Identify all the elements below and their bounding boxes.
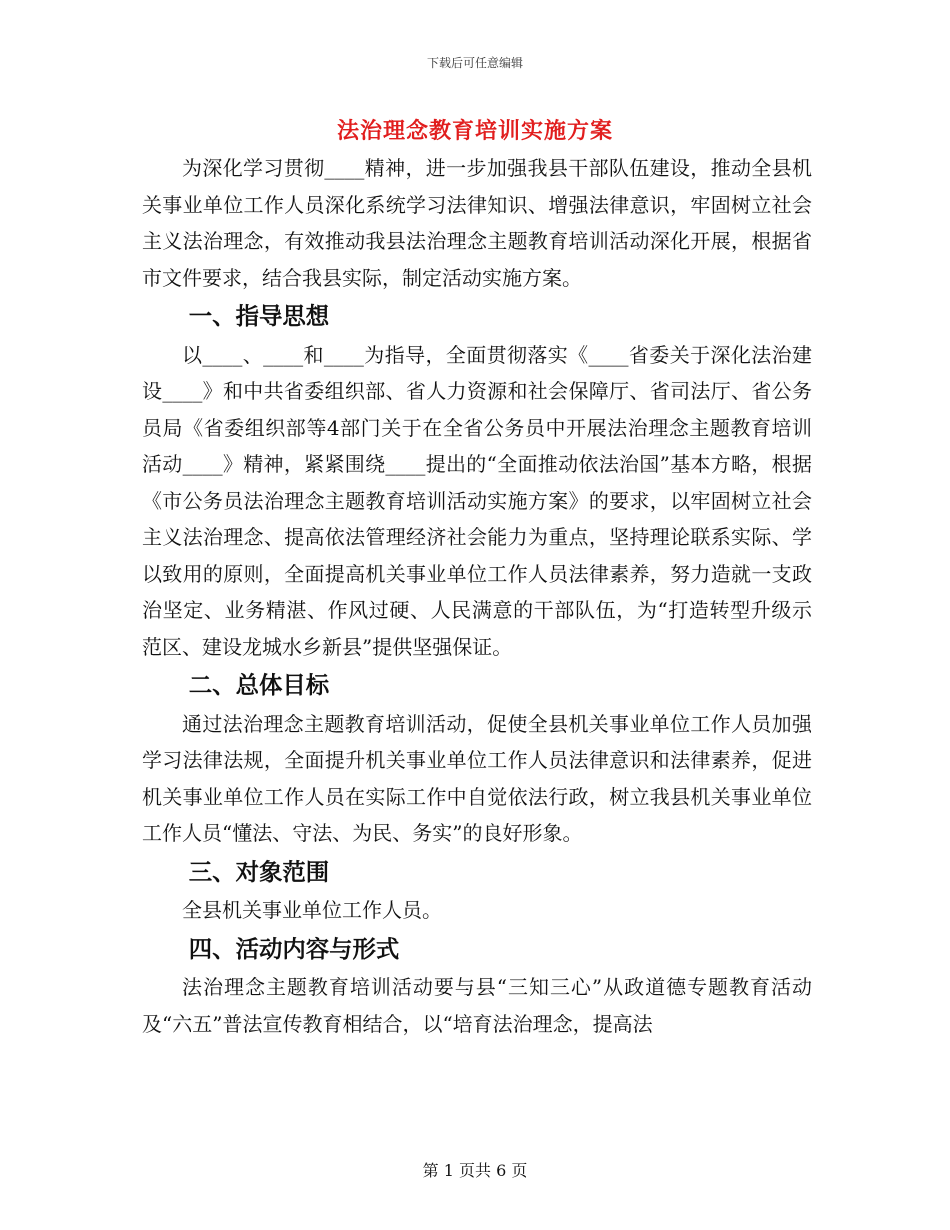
section-text-overall-goal: 通过法治理念主题教育培训活动，促使全县机关事业单位工作人员加强学习法律法规，全面提升机关事业单位工作人员法律意识和法律素养，促进机关事业单位工作人员在实际工作中自觉依法行政，树立我县机关事业单位工作人员“懂法、守法、为民、务实”的良好形象。 xyxy=(142,711,812,845)
section-heading-content-form: 四、活动内容与形式 xyxy=(188,934,400,963)
header-note: 下载后可任意编辑 xyxy=(426,56,523,70)
section-heading-guiding-thought: 一、指导思想 xyxy=(188,302,330,330)
section-text-guiding-thought: 以____、____和____为指导，全面贯彻落实《____省委关于深化法治建设____》和中共省委组织部、省人力资源和社会保障厅、省司法厅、省公务员局《省委组织部等4部门关于在全省公务员中开展法治理念主题教育培训活动____》精神，紧紧围绕____提出的“全面推动依法治国”基本方略，根据《市公务员法治理念主题教育培训活动实施方案》的要求，以牢固树立社会主义法治理念、提高依法管理经济社会能力为重点，坚持理论联系实际、学以致用的原则，全面提高机关事业单位工作人员法律素养，努力造就一支政治坚定、业务精湛、作风过硬、人民满意的干部队伍，为“打造转型升级示范区、建设龙城水乡新县”提供坚强保证。 xyxy=(142,342,812,659)
section-heading-target-scope: 三、对象范围 xyxy=(188,857,330,886)
document-title: 法治理念教育培训实施方案 xyxy=(336,118,613,144)
intro-paragraph: 为深化学习贯彻____精神，进一步加强我县干部队伍建设，推动全县机关事业单位工作人员深化系统学习法律知识、增强法律意识，牢固树立社会主义法治理念，有效推动我县法治理念主题教育培训活动深化开展，根据省市文件要求，结合我县实际，制定活动实施方案。 xyxy=(142,156,812,290)
page-footer: 第 1 页共 6 页 xyxy=(422,1161,528,1180)
section-text-content-form: 法治理念主题教育培训活动要与县“三知三心”从政道德专题教育活动及“六五”普法宣传教育相结合，以“培育法治理念，提高法 xyxy=(142,975,812,1036)
section-heading-overall-goal: 二、总体目标 xyxy=(188,671,330,699)
document-body xyxy=(142,150,812,1042)
section-text-target-scope: 全县机关事业单位工作人员。 xyxy=(182,898,442,922)
